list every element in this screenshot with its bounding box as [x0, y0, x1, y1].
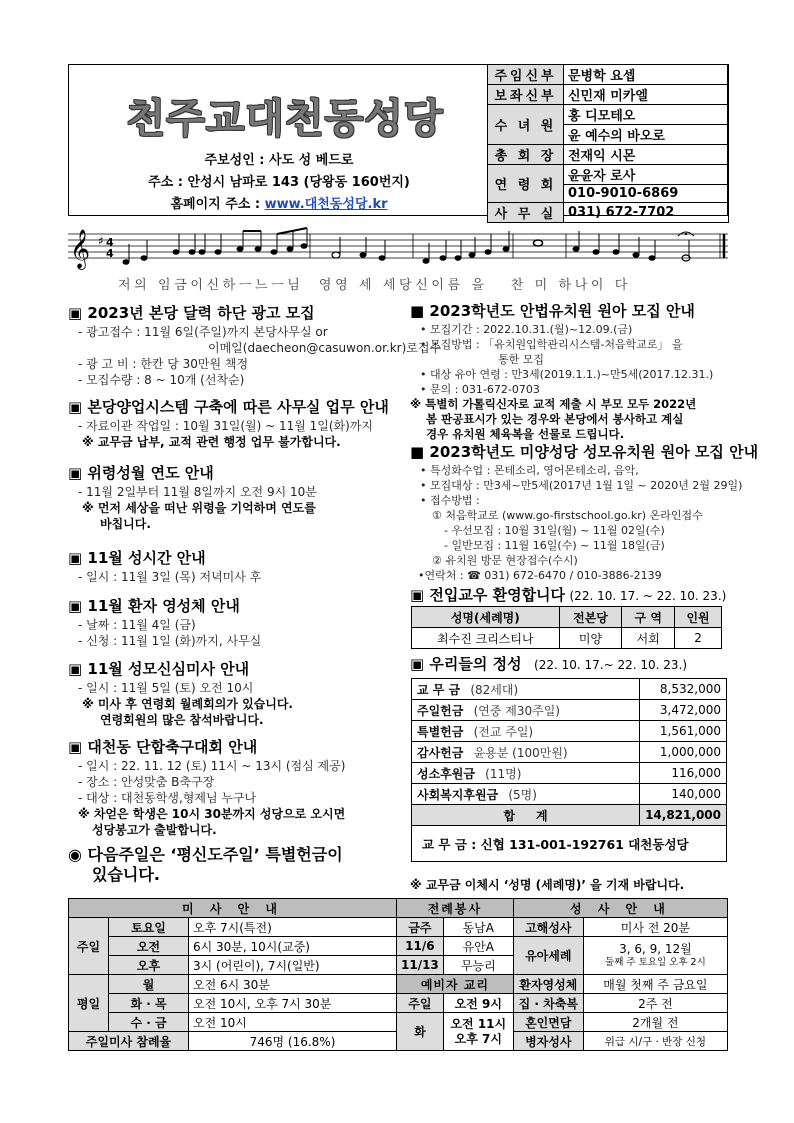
patron-saint: 주보성인 : 사도 성 베드로: [204, 153, 354, 168]
staff-role: 연 령 회: [488, 165, 564, 203]
sick-section: ▣ 11월 환자 영성체 안내 - 날짜 : 11월 4일 (금) - 신청 : 11월 1일 (화)까지, 사무실: [68, 597, 262, 648]
kinder2-title: ■ 2023학년도 미양성당 성모유치원 원아 모집 안내: [410, 443, 759, 461]
homepage-label: 홈페이지 주소 :: [170, 197, 261, 212]
offering-title: ▣ 우리들의 정성 (22. 10. 17.~ 22. 10. 23.): [410, 655, 688, 673]
homepage-link[interactable]: www.대천동성당.kr: [264, 197, 388, 212]
svg-text:4: 4: [106, 236, 114, 249]
header-box: [68, 64, 728, 222]
table-row: 감사헌금 윤용분 (100만원) 1,000,000: [412, 742, 727, 763]
soccer-section: ▣ 대천동 단합축구대회 안내 - 일시 : 22. 11. 12 (토) 11시 ~ 13시 (점심 제공) - 장소 : 안성맞춤 B축구장 - 대상 : 대천동학생,형제님 누구나 ※ 차얻은 학생은 10시 30분까지 성당으로 오시면 성당봉고가 출발합니다.: [68, 738, 346, 837]
table-row: 성소후원금 (11명) 116,000: [412, 763, 727, 784]
staff-role: 총 회 장: [488, 145, 564, 165]
staff-name: 윤 예수의 바오로: [564, 125, 729, 145]
kinder2-online-link[interactable]: ① 처음학교로 (www.go-firstschool.go.kr) 온라인접수: [432, 509, 703, 522]
mary-section: ▣ 11월 성모신심미사 안내 - 일시 : 11월 5일 (토) 오전 10시 ※ 미사 후 연령회 월례회의가 있습니다. 연령회원의 많은 참석바랍니다.: [68, 660, 293, 727]
homepage: [69, 193, 489, 212]
welcome-title: ▣ 전입교우 환영합니다 (22. 10. 17. ~ 22. 10. 23.): [410, 586, 727, 604]
table-row: 특별헌금 (전교 주일) 1,561,000: [412, 721, 727, 742]
transfer-note: ※ 교무금 이체시 ‘성명 (세례명)’ 을 기재 바랍니다.: [410, 878, 685, 892]
souls-title: ▣ 위령성월 연도 안내: [68, 464, 214, 482]
soccer-title: ▣ 대천동 단합축구대회 안내: [68, 738, 258, 756]
treble-clef-icon: 𝄞: [70, 229, 91, 269]
svg-text:4: 4: [106, 247, 114, 260]
kinder1-title: ■ 2023학년도 안법유치원 원아 모집 안내: [410, 302, 695, 320]
next-sunday-section: ◉ 다음주일은 ‘평신도주일’ 특별헌금이 있습니다.: [68, 845, 343, 884]
souls-section: ▣ 위령성월 연도 안내 - 11월 2일부터 11월 8일까지 오전 9시 10분 ※ 먼저 세상을 떠난 위령을 기억하며 연도를 바칩니다.: [68, 464, 317, 531]
address: 주소 : 안성시 남파로 143 (당왕동 160번지): [148, 175, 410, 190]
staff-name: 010-9010-6869: [564, 185, 729, 203]
staff-role: 사 무 실: [488, 203, 564, 223]
hymn-lyrics: 저의 임금이신하ㅡ느ㅡ님 영영 세 세당신이름 을 찬 미 하나이 다: [118, 278, 631, 293]
staff-name: 홍 디모테오: [564, 105, 729, 125]
kinder1-section: ■ 2023학년도 안법유치원 원아 모집 안내 • 모집기간 : 2022.10.31.(월)~12.09.(금) • 모집방법 : 「유치원입학관리시스템-처음학교로」 을 통한 모집 • 대상 유아 연령 : 만3세(2019.1.1.)~만5세(2017.12.31.) • 문의 : 031-672-0703 ※ 특별히 가톨릭신자로 교적 제출 시 부모 모두 2022년 봄 판공표시가 있는 경우와 본당에서 봉사하고 계실 경우 유치원 체육복을 선물로 드립니다.: [410, 302, 714, 441]
ad-title: ▣ 2023년 본당 달력 하단 광고 모집: [68, 304, 315, 322]
table-row: 사회복지후원금 (5명) 140,000: [412, 784, 727, 805]
table-row: 주일헌금 (연중 제30주일) 3,472,000: [412, 700, 727, 721]
adoration-section: ▣ 11월 성시간 안내 - 일시 : 11월 3일 (목) 저녁미사 후: [68, 549, 262, 584]
staff-name: 031) 672-7702: [564, 203, 729, 223]
staff-name: 신민재 미카엘: [564, 85, 729, 105]
welcome-table: 성명(세례명) 전본당 구 역 인원 최수진 크리스티나 미양 서회 2: [411, 606, 722, 649]
staff-role: 수 녀 원: [488, 105, 564, 145]
svg-text:♯: ♯: [98, 234, 104, 248]
sick-title: ▣ 11월 환자 영성체 안내: [68, 597, 240, 615]
staff-role: 주임신부: [488, 65, 564, 85]
staff-name: 문병학 요셉: [564, 65, 729, 85]
music-staff: [68, 222, 728, 274]
staff-role: 보좌신부: [488, 85, 564, 105]
schedule-table: 미 사 안 내 전례봉사 성 사 안 내 주일 토요일 오후 7시(특전) 금주 동남A 고해성사 미사 전 20분 오전 6시 30분, 10시(교중) 11/6 유안A 유아세례 3, 6, 9, 12월 둘째 주 토요일 오후 2시 오후 3시 (어린이), 7시(일반) 11/13 무능리 평일 월 오전 6시 30분 예비자 교리 환자영성체 매월 첫째 주 금요일 화 · 목 오전 10시, 오후 7시 30분 주일 오전 9시 집 · 차축복 2주 전 수 · 금 오전 10시 화 오전 11시 오후 7시 혼인면담 2개월 전 주일미사 참례율 746명 (16.8%) 병자성사 위급 시/구 · 반장 신청: [68, 898, 728, 1051]
staff-name: 전재익 시몬: [564, 145, 729, 165]
account-info: 교 무 금 : 신협 131-001-192761 대천동성당: [412, 826, 727, 862]
offering-total-row: 합 계 14,821,000: [412, 805, 727, 826]
church-name: 천주교대천동성당: [126, 96, 444, 142]
adoration-title: ▣ 11월 성시간 안내: [68, 549, 206, 567]
staff-table: [487, 64, 729, 223]
staff-name: 윤윤자 로사: [564, 165, 729, 185]
table-row: 최수진 크리스티나 미양 서회 2: [412, 628, 722, 649]
mary-title: ▣ 11월 성모신심미사 안내: [68, 660, 250, 678]
table-row: 교 무 금 (82세대) 8,532,000: [412, 679, 727, 700]
office-title: ▣ 본당양업시스템 구축에 따른 사무실 업무 안내: [68, 398, 389, 416]
kinder2-section: ■ 2023학년도 미양성당 성모유치원 원아 모집 안내 • 특성화수업 : 몬테소리, 영어몬테소리, 음악, • 모집대상 : 만3세~만5세(2017년 1월 1일 ~ 2020년 2월 29일) • 접수방법 : ① 처음학교로 (www.go-firstschool.go.kr) 온라인접수 - 우선모집 : 10월 31일(월) ~ 11월 02일(수) - 일반모집 : 11월 16일(수) ~ 11월 18일(금) ② 유치원 방문 현장접수(수시) •연락처 : ☎ 031) 672-6470 / 010-3886-2139: [410, 443, 759, 582]
office-section: ▣ 본당양업시스템 구축에 따른 사무실 업무 안내 - 자료이관 작업일 : 10월 31일(월) ~ 11월 1일(화)까지 ※ 교무금 납부, 교적 관련 행정 업무 불가합니다.: [68, 398, 389, 449]
ad-section: ▣ 2023년 본당 달력 하단 광고 모집 - 광고접수 : 11월 6일(주일)까지 본당사무실 or 이메일(daecheon@casuwon.or.kr)로접수 - 광 고 비 : 한칸 당 30만원 책정 - 모집수량 : 8 ~ 10개 (선착순): [68, 304, 442, 387]
offering-table: [411, 678, 727, 862]
